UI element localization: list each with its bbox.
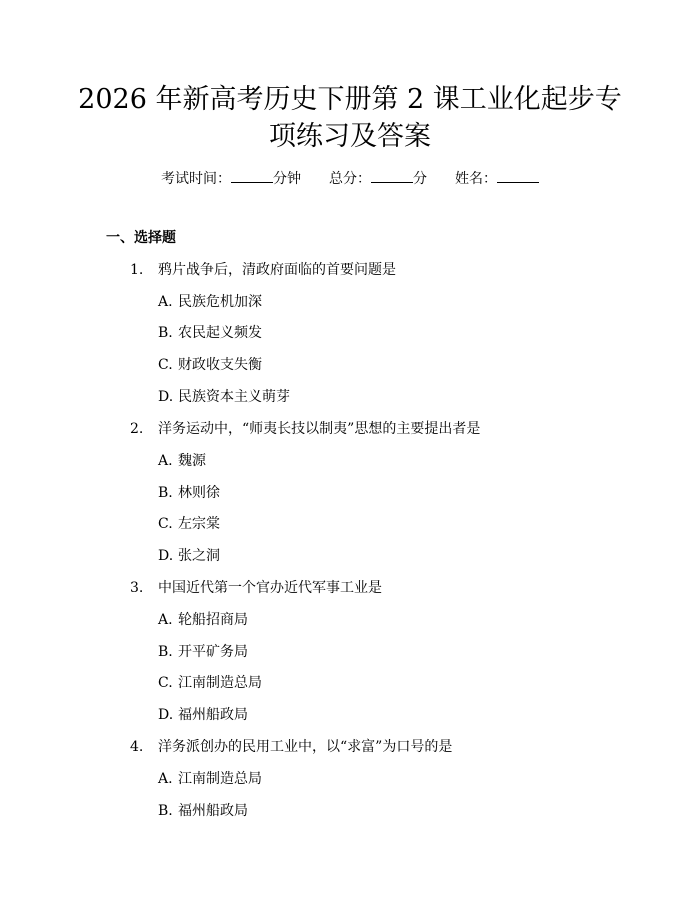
option-text: 左宗棠 [178,516,220,532]
option-letter: A. [158,612,173,628]
option-text: 福州船政局 [178,707,248,723]
exam-time-label: 考试时间： [161,171,231,187]
question-number: 4. [130,739,144,755]
question-1-option-a [158,292,262,312]
option-text: 财政收支失衡 [178,357,262,373]
section-title-choice: 一、选择题 [106,230,176,246]
question-1-option-c [158,355,262,375]
question-number: 1. [130,262,144,278]
option-text: 林则徐 [178,485,220,501]
total-score-field [329,171,427,187]
option-text: 民族资本主义萌芽 [178,389,290,405]
option-letter: D. [158,548,174,564]
exam-time-blank [231,168,273,183]
option-text: 农民起义频发 [178,325,262,341]
question-text: 鸦片战争后，清政府面临的首要问题是 [158,262,396,278]
option-text: 开平矿务局 [178,644,248,660]
question-2-option-c [158,514,220,534]
option-letter: C. [158,675,173,691]
option-text: 张之洞 [178,548,220,564]
question-number: 2. [130,421,144,437]
question-3 [130,578,382,598]
exam-time-field [161,171,301,187]
question-2-option-d [158,546,220,566]
question-3-option-d [158,705,248,725]
question-1 [130,260,396,280]
question-4-option-b [158,801,248,821]
total-score-label: 总分： [329,171,371,187]
name-blank [497,168,539,183]
option-letter: A. [158,453,173,469]
option-text: 福州船政局 [178,803,248,819]
option-text: 魏源 [178,453,206,469]
total-score-blank [371,168,413,183]
name-field [455,171,539,187]
question-number: 3. [130,580,144,596]
question-1-option-d [158,387,290,407]
option-letter: D. [158,707,174,723]
document-title-line-2: 项练习及答案 [269,121,431,152]
question-text: 洋务运动中，“师夷长技以制夷”思想的主要提出者是 [158,421,481,437]
question-2 [130,419,480,439]
option-letter: A. [158,771,173,787]
question-3-option-a [158,610,248,630]
option-text: 轮船招商局 [178,612,248,628]
option-text: 江南制造总局 [178,675,262,691]
option-letter: B. [158,644,173,660]
option-letter: B. [158,325,173,341]
question-4 [130,737,452,757]
question-2-option-a [158,451,206,471]
document-title-line-1: 2026 年新高考历史下册第 2 课工业化起步专 [78,84,622,115]
question-3-option-c [158,673,262,693]
option-letter: C. [158,516,173,532]
question-1-option-b [158,323,262,343]
option-letter: C. [158,357,173,373]
option-letter: D. [158,389,174,405]
total-score-unit: 分 [413,171,427,187]
question-3-option-b [158,642,248,662]
option-letter: B. [158,803,173,819]
question-2-option-b [158,483,220,503]
option-letter: B. [158,485,173,501]
option-text: 江南制造总局 [178,771,262,787]
option-text: 民族危机加深 [178,294,262,310]
exam-info-row [0,168,700,189]
question-text: 洋务派创办的民用工业中，以“求富”为口号的是 [158,739,453,755]
exam-time-unit: 分钟 [273,171,301,187]
name-label: 姓名： [455,171,497,187]
question-text: 中国近代第一个官办近代军事工业是 [158,580,382,596]
question-4-option-a [158,769,262,789]
option-letter: A. [158,294,173,310]
